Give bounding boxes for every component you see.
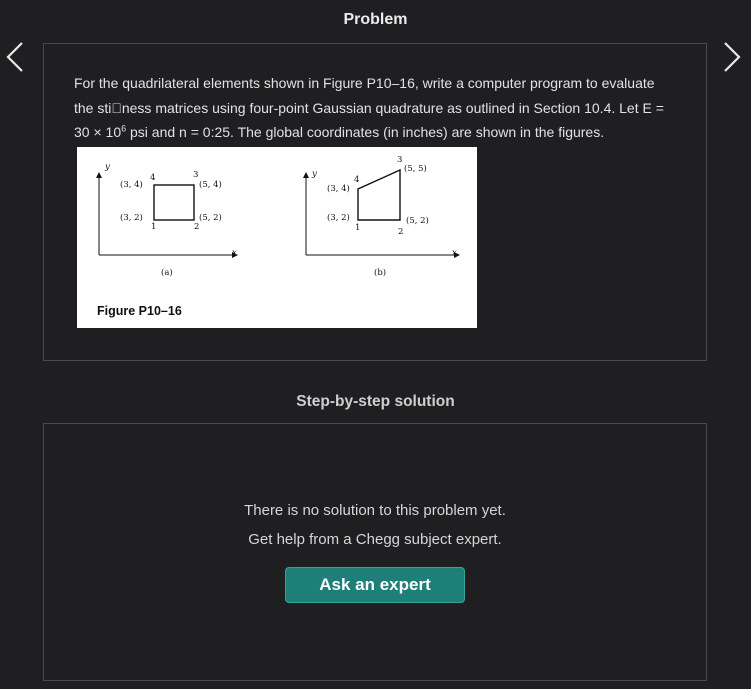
- element-outline: [358, 170, 400, 220]
- x-axis-label: x: [452, 248, 457, 258]
- coord-label: (3, 2): [327, 213, 350, 223]
- node-number: 1: [151, 222, 157, 232]
- element-outline: [154, 185, 194, 220]
- coord-label: (5, 2): [406, 216, 429, 226]
- figure-a: [99, 162, 237, 278]
- node-number: 2: [398, 227, 404, 237]
- node-number: 2: [194, 222, 200, 232]
- previous-problem-button[interactable]: [2, 40, 30, 74]
- help-message: Get help from a Chegg subject expert.: [248, 531, 502, 548]
- coord-label: (3, 4): [327, 184, 350, 194]
- node-number: 3: [397, 155, 403, 165]
- solution-card: [43, 423, 707, 681]
- no-solution-message: There is no solution to this problem yet.: [244, 502, 506, 519]
- chevron-right-icon: [717, 40, 745, 74]
- x-axis-label: x: [232, 248, 237, 258]
- coord-label: (5, 5): [404, 164, 427, 174]
- figure-caption: Figure P10–16: [97, 304, 182, 318]
- solution-heading: Step-by-step solution: [296, 393, 455, 410]
- problem-text-segment: psi and n = 0:25. The global coordinates (in inches) are shown in the figures.: [126, 124, 605, 140]
- y-axis-label: y: [105, 162, 110, 172]
- next-problem-button[interactable]: [717, 40, 745, 74]
- ask-expert-button[interactable]: Ask an expert: [285, 567, 465, 603]
- figure-part-label: (a): [161, 268, 173, 278]
- problem-line: For the quadrilateral elements shown in Figure P10–16, write a computer program to evaluate: [74, 75, 655, 91]
- figure-part-label: (b): [374, 268, 387, 278]
- problem-line: [74, 120, 674, 145]
- node-number: 4: [150, 173, 156, 183]
- problem-text-segment: 30 × 10: [74, 124, 122, 140]
- y-axis-label: y: [312, 169, 317, 179]
- figure-p10-16: [77, 147, 477, 328]
- coord-label: (5, 2): [199, 213, 222, 223]
- node-number: 1: [355, 223, 361, 233]
- node-number: 4: [354, 175, 360, 185]
- figure-b: [306, 155, 459, 278]
- page-title: Problem: [343, 11, 408, 28]
- node-number: 3: [193, 170, 199, 180]
- problem-line: the sti ness matrices using four-point Gaussian quadrature as outlined in Section 10.4. Let E =: [74, 99, 664, 116]
- chevron-left-icon: [2, 40, 30, 74]
- exponent: 6: [121, 123, 127, 134]
- problem-card: [43, 43, 707, 361]
- problem-statement: [74, 71, 674, 145]
- coord-label: (3, 4): [120, 180, 143, 190]
- coord-label: (5, 4): [199, 180, 222, 190]
- coord-label: (3, 2): [120, 213, 143, 223]
